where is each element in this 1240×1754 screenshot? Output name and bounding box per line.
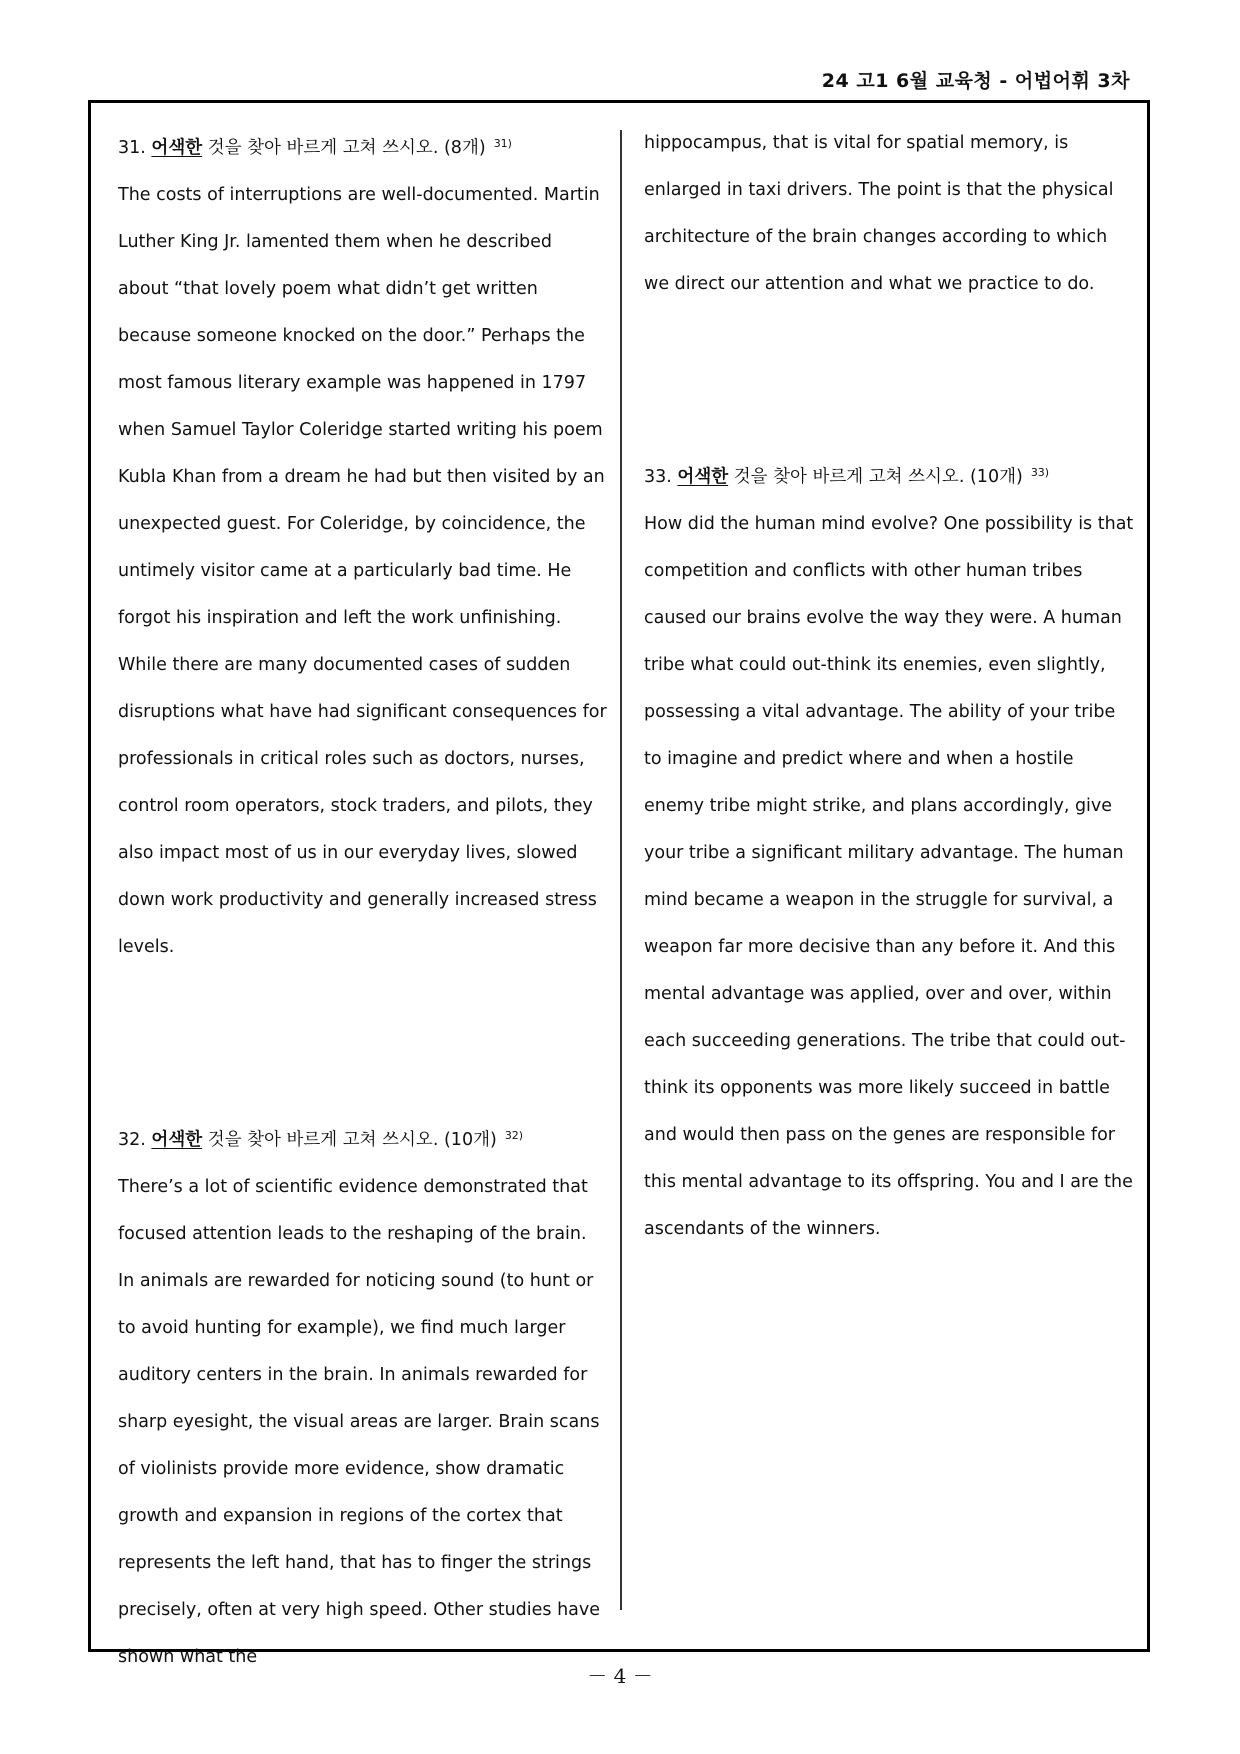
spacer: [118, 971, 608, 1112]
question-instruction: 것을 찾아 바르게 고쳐 쓰시오.: [207, 138, 439, 158]
question-count: (10개): [969, 467, 1023, 487]
question-33-passage: How did the human mind evolve? One possibility is that competition and conflicts with other human tribes caused our brains evolve the way they were. A human tribe what could out-think its enemies, even slightly, possessing a vital advantage. The ability of your tribe to imagine and predict where and when a hostile enemy tribe might strike, and plans accordingly, give your tribe a significant military advantage. The human mind became a weapon in the struggle for survival, a weapon far more decisive than any before it. And this mental advantage was applied, over and over, within each succeeding generations. The tribe that could out-think its opponents was more likely succeed in battle and would then pass on the genes are responsible for this mental advantage to its offspring. You and I are the ascendants of the winners.: [644, 514, 1134, 1239]
question-number: 32.: [118, 1130, 146, 1150]
question-32-title: [118, 1112, 608, 1164]
question-instruction: 것을 찾아 바르게 고쳐 쓰시오.: [207, 1130, 439, 1150]
question-31-title: [118, 120, 608, 172]
document-header: 24 고1 6월 교육청 - 어법어휘 3차: [821, 70, 1130, 92]
column-divider: [620, 130, 622, 1610]
question-count: (10개): [443, 1130, 497, 1150]
question-keyword: 어색한: [151, 138, 203, 158]
footnote-ref: 33): [1030, 466, 1050, 479]
page-number: － 4 －: [587, 1664, 653, 1688]
question-keyword: 어색한: [677, 467, 729, 487]
question-33-title: [644, 449, 1134, 501]
right-column: [644, 120, 1134, 1253]
footnote-ref: 32): [504, 1129, 524, 1142]
footnote-ref: 31): [493, 137, 512, 150]
question-31-passage: The costs of interruptions are well-documented. Martin Luther King Jr. lamented them when he described about “that lovely poem what didn’t get written because someone knocked on the door.” Perhaps the most famous literary example was happened in 1797 when Samuel Taylor Coleridge started writing his poem Kubla Khan from a dream he had but then visited by an unexpected guest. For Coleridge, by coincidence, the untimely visitor came at a particularly bad time. He forgot his inspiration and left the work unfinishing. While there are many documented cases of sudden disruptions what have had significant consequences for professionals in critical roles such as doctors, nurses, control room operators, stock traders, and pilots, they also impact most of us in our everyday lives, slowed down work productivity and generally increased stress levels.: [118, 185, 607, 957]
left-column: [118, 120, 608, 1681]
question-number: 31.: [118, 138, 146, 158]
question-32-passage-continued: hippocampus, that is vital for spatial memory, is enlarged in taxi drivers. The point is that the physical architecture of the brain changes according to which we direct our attention and what we practice to do.: [644, 133, 1114, 294]
question-instruction: 것을 찾아 바르게 고쳐 쓰시오.: [733, 467, 965, 487]
question-number: 33.: [644, 467, 672, 487]
question-keyword: 어색한: [151, 1130, 203, 1150]
question-32-passage: There’s a lot of scientific evidence demonstrated that focused attention leads to the reshaping of the brain. In animals are rewarded for noticing sound (to hunt or to avoid hunting for example), we find much larger auditory centers in the brain. In animals rewarded for sharp eyesight, the visual areas are larger. Brain scans of violinists provide more evidence, show dramatic growth and expansion in regions of the cortex that represents the left hand, that has to finger the strings precisely, often at very high speed. Other studies have shown what the: [118, 1177, 601, 1667]
spacer: [644, 308, 1134, 449]
question-count: (8개): [443, 138, 486, 158]
